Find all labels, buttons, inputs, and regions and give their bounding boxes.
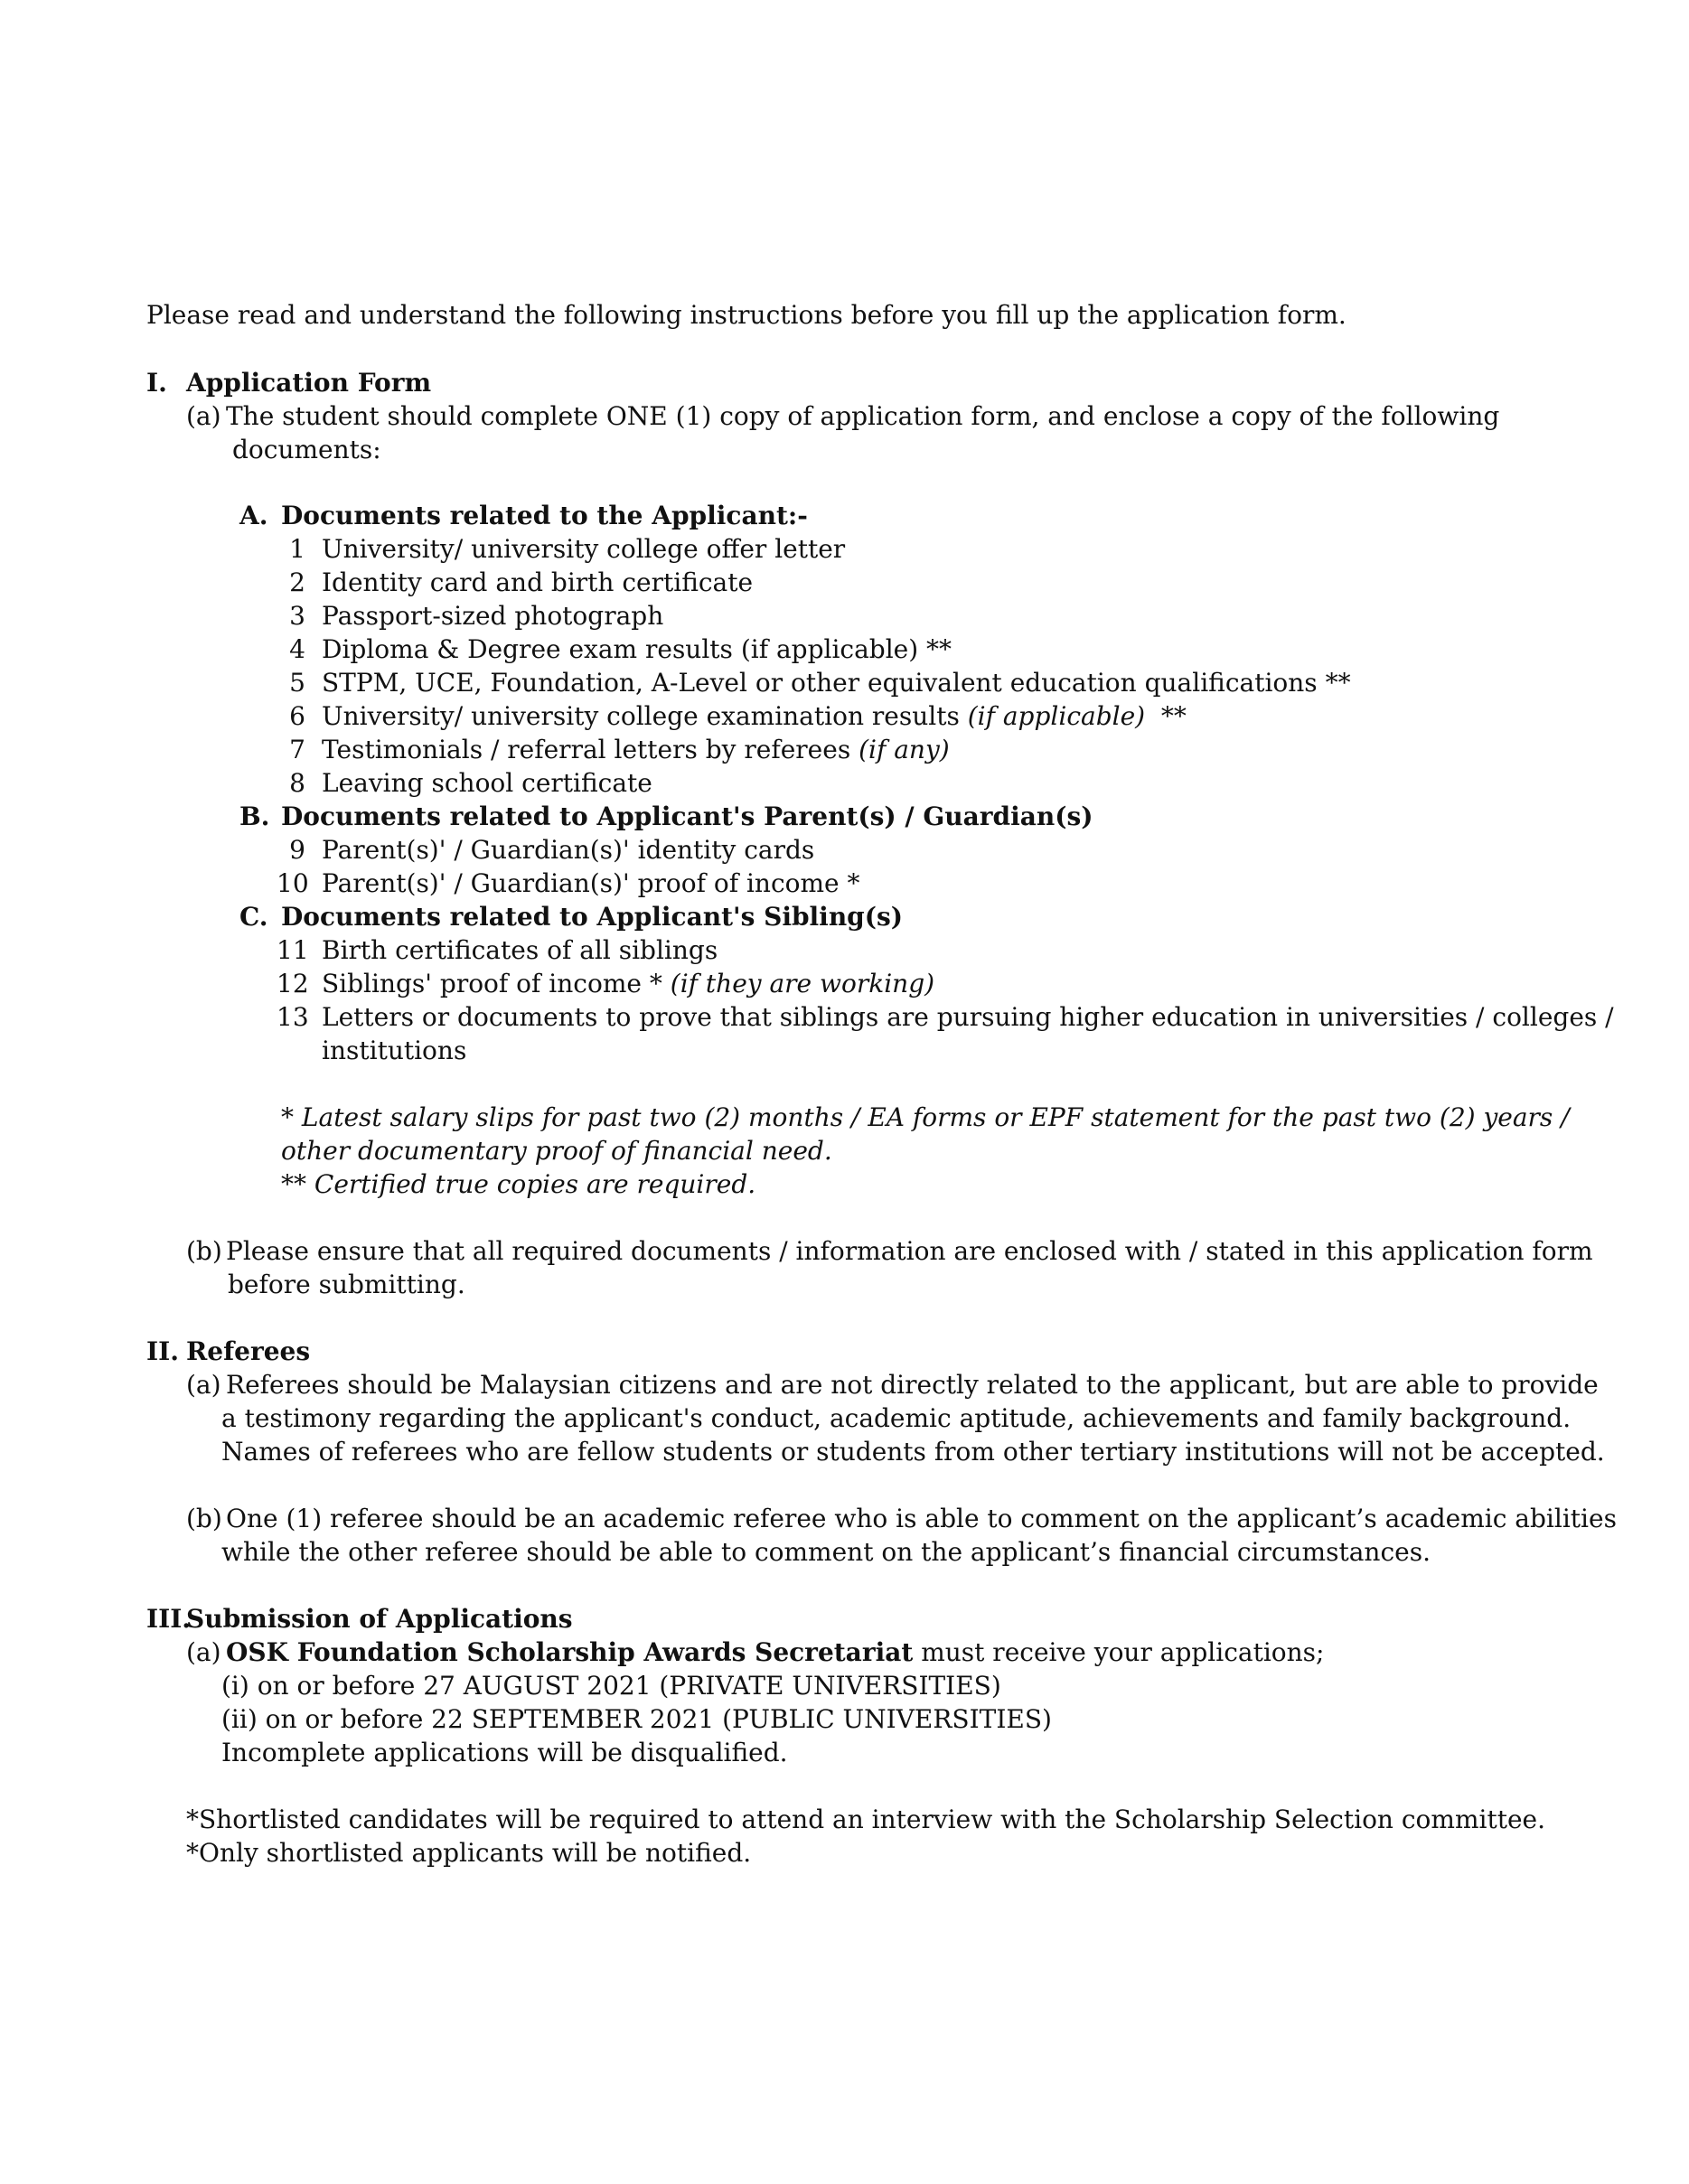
list-item-number: 10 (277, 868, 309, 898)
list-item-main: University/ university college examination results (322, 701, 968, 731)
list-item-text: Birth certificates of all siblings (322, 935, 718, 965)
section-1-b-text-line1: Please ensure that all required documents / information are enclosed with / stated in this application form (226, 1236, 1593, 1266)
section-2-title: Referees (186, 1336, 311, 1366)
shortlist-note-interview: *Shortlisted candidates will be required to attend an interview with the Scholarship Selection committee. (186, 1804, 1546, 1834)
list-item-italic: (if they are working) (670, 969, 935, 998)
shortlist-note-notified: *Only shortlisted applicants will be notified. (186, 1838, 752, 1868)
section-2-b-label: (b) (186, 1504, 222, 1533)
group-b-letter: B. (239, 801, 270, 831)
list-item-main: Testimonials / referral letters by referees (322, 735, 859, 764)
list-item-italic: (if applicable) (967, 701, 1146, 731)
section-1-a-label: (a) (186, 401, 221, 431)
section-3-a-text (226, 1636, 1324, 1669)
incomplete-notice: Incomplete applications will be disqualified. (221, 1738, 788, 1767)
list-item-text (322, 967, 934, 1000)
list-item-text: Identity card and birth certificate (322, 567, 754, 597)
note-salary-line1: * Latest salary slips for past two (2) months / EA forms or EPF statement for the past two (2) years / (281, 1102, 1570, 1132)
list-item-number: 12 (277, 969, 309, 998)
list-item-number: 8 (289, 768, 305, 798)
list-item-number: 7 (289, 735, 305, 764)
list-item-text: Passport-sized photograph (322, 601, 664, 631)
section-2-a-text-line2: a testimony regarding the applicant's conduct, academic aptitude, achievements and family background. (221, 1403, 1572, 1433)
section-2-a-text-line3: Names of referees who are fellow students or students from other tertiary institutions will not be accepted. (221, 1437, 1605, 1467)
list-item-number: 1 (289, 534, 305, 564)
list-item-suffix: ** (1145, 701, 1187, 731)
list-item-text: Diploma & Degree exam results (if applicable) ** (322, 634, 952, 664)
group-b-title: Documents related to Applicant's Parent(s) / Guardian(s) (281, 801, 1093, 831)
list-item-text-continued: institutions (322, 1036, 467, 1065)
list-item-text (322, 699, 1187, 733)
list-item-number: 4 (289, 634, 305, 664)
section-2-numeral: II. (146, 1336, 179, 1366)
secretariat-name: OSK Foundation Scholarship Awards Secretariat (226, 1637, 914, 1667)
list-item-italic: (if any) (859, 735, 950, 764)
section-3-a-rest: must receive your applications; (913, 1637, 1325, 1667)
section-2-b-text-line1: One (1) referee should be an academic referee who is able to comment on the applicant’s academic abilities (226, 1504, 1617, 1533)
section-1-numeral: I. (146, 368, 167, 398)
section-3-title: Submission of Applications (186, 1604, 573, 1634)
list-item-number: 13 (277, 1002, 309, 1032)
section-2-a-label: (a) (186, 1370, 221, 1400)
list-item-text (322, 733, 950, 766)
section-1-b-label: (b) (186, 1236, 222, 1266)
list-item-text: Parent(s)' / Guardian(s)' identity cards (322, 835, 815, 865)
section-3-numeral: III. (146, 1604, 192, 1634)
note-salary-line2: other documentary proof of financial need. (281, 1136, 832, 1166)
list-item-number: 2 (289, 567, 305, 597)
list-item-text: Letters or documents to prove that siblings are pursuing higher education in universities / colleges / (322, 1002, 1614, 1032)
intro-text: Please read and understand the following instructions before you fill up the application form. (146, 300, 1347, 330)
list-item-text: Parent(s)' / Guardian(s)' proof of income * (322, 868, 860, 898)
group-a-title: Documents related to the Applicant:- (281, 501, 808, 530)
list-item-number: 9 (289, 835, 305, 865)
section-3-a-label: (a) (186, 1637, 221, 1667)
list-item-main: Siblings' proof of income * (322, 969, 671, 998)
list-item-text: STPM, UCE, Foundation, A-Level or other equivalent education qualifications ** (322, 668, 1351, 698)
list-item-number: 5 (289, 668, 305, 698)
section-1-a-text-line1: The student should complete ONE (1) copy of application form, and enclose a copy of the following (226, 401, 1500, 431)
list-item-number: 3 (289, 601, 305, 631)
section-1-title: Application Form (186, 368, 432, 398)
group-c-title: Documents related to Applicant's Sibling(s) (281, 902, 904, 932)
list-item-text: University/ university college offer letter (322, 534, 846, 564)
section-1-b-text-line2: before submitting. (228, 1270, 465, 1299)
deadline-private: (i) on or before 27 AUGUST 2021 (PRIVATE UNIVERSITIES) (221, 1671, 1001, 1701)
list-item-number: 11 (277, 935, 309, 965)
deadline-public: (ii) on or before 22 SEPTEMBER 2021 (PUBLIC UNIVERSITIES) (221, 1704, 1052, 1734)
list-item-text: Leaving school certificate (322, 768, 652, 798)
group-c-letter: C. (239, 902, 268, 932)
list-item-number: 6 (289, 701, 305, 731)
note-certified: ** Certified true copies are required. (281, 1169, 756, 1199)
section-1-a-text-line2: documents: (232, 435, 381, 464)
group-a-letter: A. (239, 501, 268, 530)
section-2-b-text-line2: while the other referee should be able to comment on the applicant’s financial circumstances. (221, 1537, 1431, 1567)
section-2-a-text-line1: Referees should be Malaysian citizens and are not directly related to the applicant, but are able to provide (226, 1370, 1599, 1400)
